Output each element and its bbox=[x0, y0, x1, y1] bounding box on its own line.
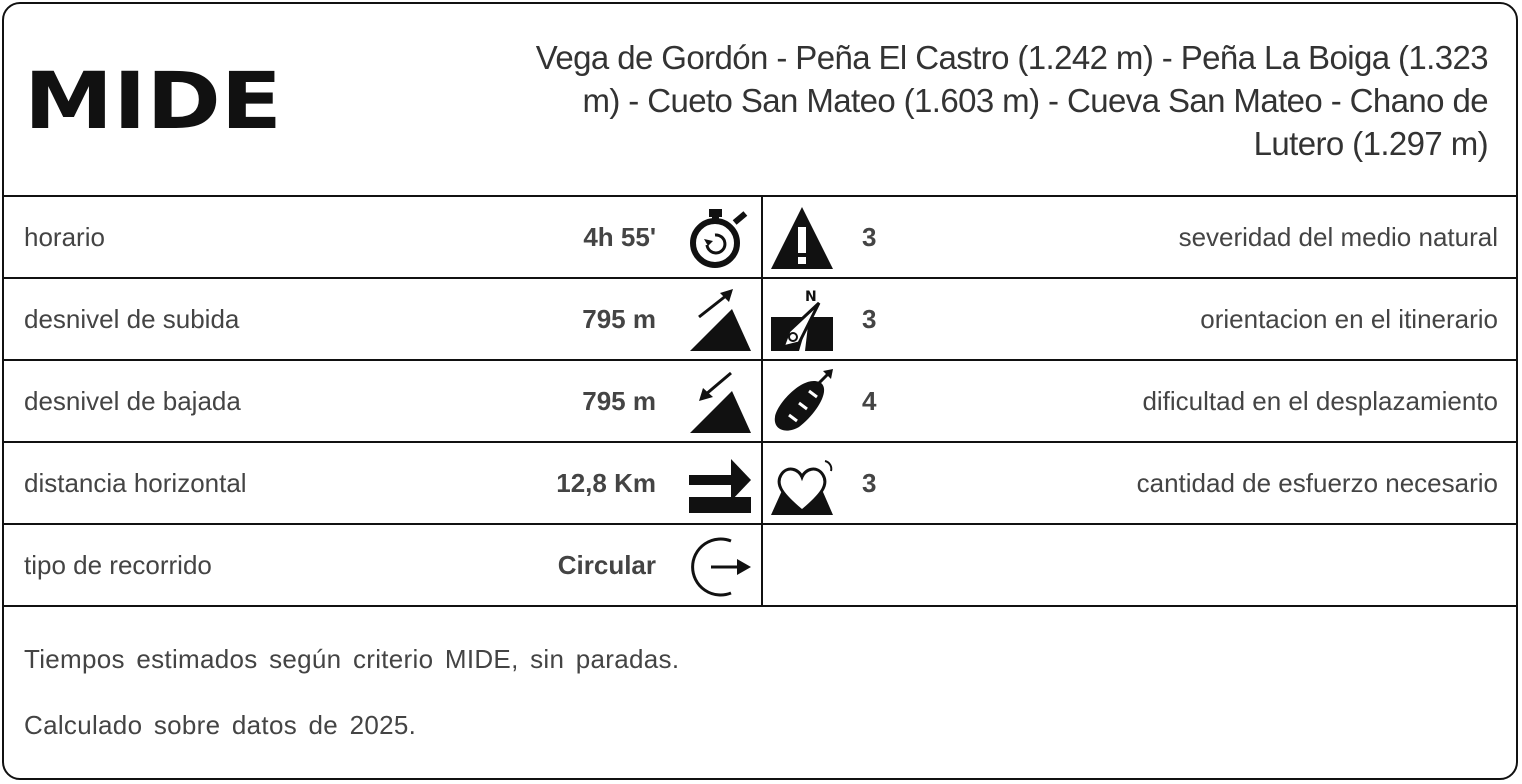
label-orientacion: orientacion en el itinerario bbox=[1200, 304, 1498, 334]
mide-logo bbox=[24, 62, 284, 132]
label-esfuerzo: cantidad de esfuerzo necesario bbox=[1136, 468, 1498, 498]
row-subida bbox=[4, 279, 1516, 361]
value-horario: 4h 55' bbox=[583, 222, 656, 252]
mide-card bbox=[2, 2, 1518, 780]
ascent-icon bbox=[687, 287, 753, 353]
notes bbox=[24, 644, 679, 776]
route-title: Vega de Gordón - Peña El Castro (1.242 m) - Peña La Boiga (1.323 m) - Cueto San Mateo (1.603 m) - Cueva San Mateo - Chano de Lutero (1.297 m) bbox=[535, 39, 1488, 162]
label-bajada: desnivel de bajada bbox=[24, 386, 241, 416]
descent-icon bbox=[687, 369, 753, 435]
footprint-icon bbox=[769, 369, 835, 435]
score-severidad: 3 bbox=[862, 222, 877, 252]
label-dificultad: dificultad en el desplazamiento bbox=[1142, 386, 1498, 416]
header bbox=[4, 4, 1516, 197]
value-tipo-recorrido: Circular bbox=[557, 550, 656, 580]
heart-effort-icon bbox=[769, 451, 835, 517]
note-calculado: Calculado sobre datos de 2025. bbox=[24, 710, 417, 740]
label-subida: desnivel de subida bbox=[24, 304, 240, 334]
value-distancia: 12,8 Km bbox=[556, 468, 656, 498]
note-tiempos: Tiempos estimados según criterio MIDE, sin paradas. bbox=[24, 644, 680, 674]
svg-text:MIDE: MIDE bbox=[24, 62, 282, 132]
row-tipo-recorrido bbox=[4, 525, 1516, 607]
stopwatch-icon bbox=[687, 205, 753, 271]
row-distancia bbox=[4, 443, 1516, 525]
label-distancia: distancia horizontal bbox=[24, 468, 247, 498]
distance-icon bbox=[687, 451, 753, 517]
warning-icon bbox=[769, 205, 835, 271]
row-horario bbox=[4, 197, 1516, 279]
svg-text:N: N bbox=[805, 289, 817, 305]
label-tipo-recorrido: tipo de recorrido bbox=[24, 550, 212, 580]
score-esfuerzo: 3 bbox=[862, 468, 877, 498]
score-dificultad: 4 bbox=[862, 386, 877, 416]
value-subida: 795 m bbox=[582, 304, 656, 334]
value-bajada: 795 m bbox=[582, 386, 656, 416]
row-bajada bbox=[4, 361, 1516, 443]
score-orientacion: 3 bbox=[862, 304, 877, 334]
label-severidad: severidad del medio natural bbox=[1178, 222, 1498, 252]
label-horario: horario bbox=[24, 222, 105, 252]
circular-route-icon bbox=[687, 533, 753, 599]
compass-icon bbox=[769, 287, 835, 353]
